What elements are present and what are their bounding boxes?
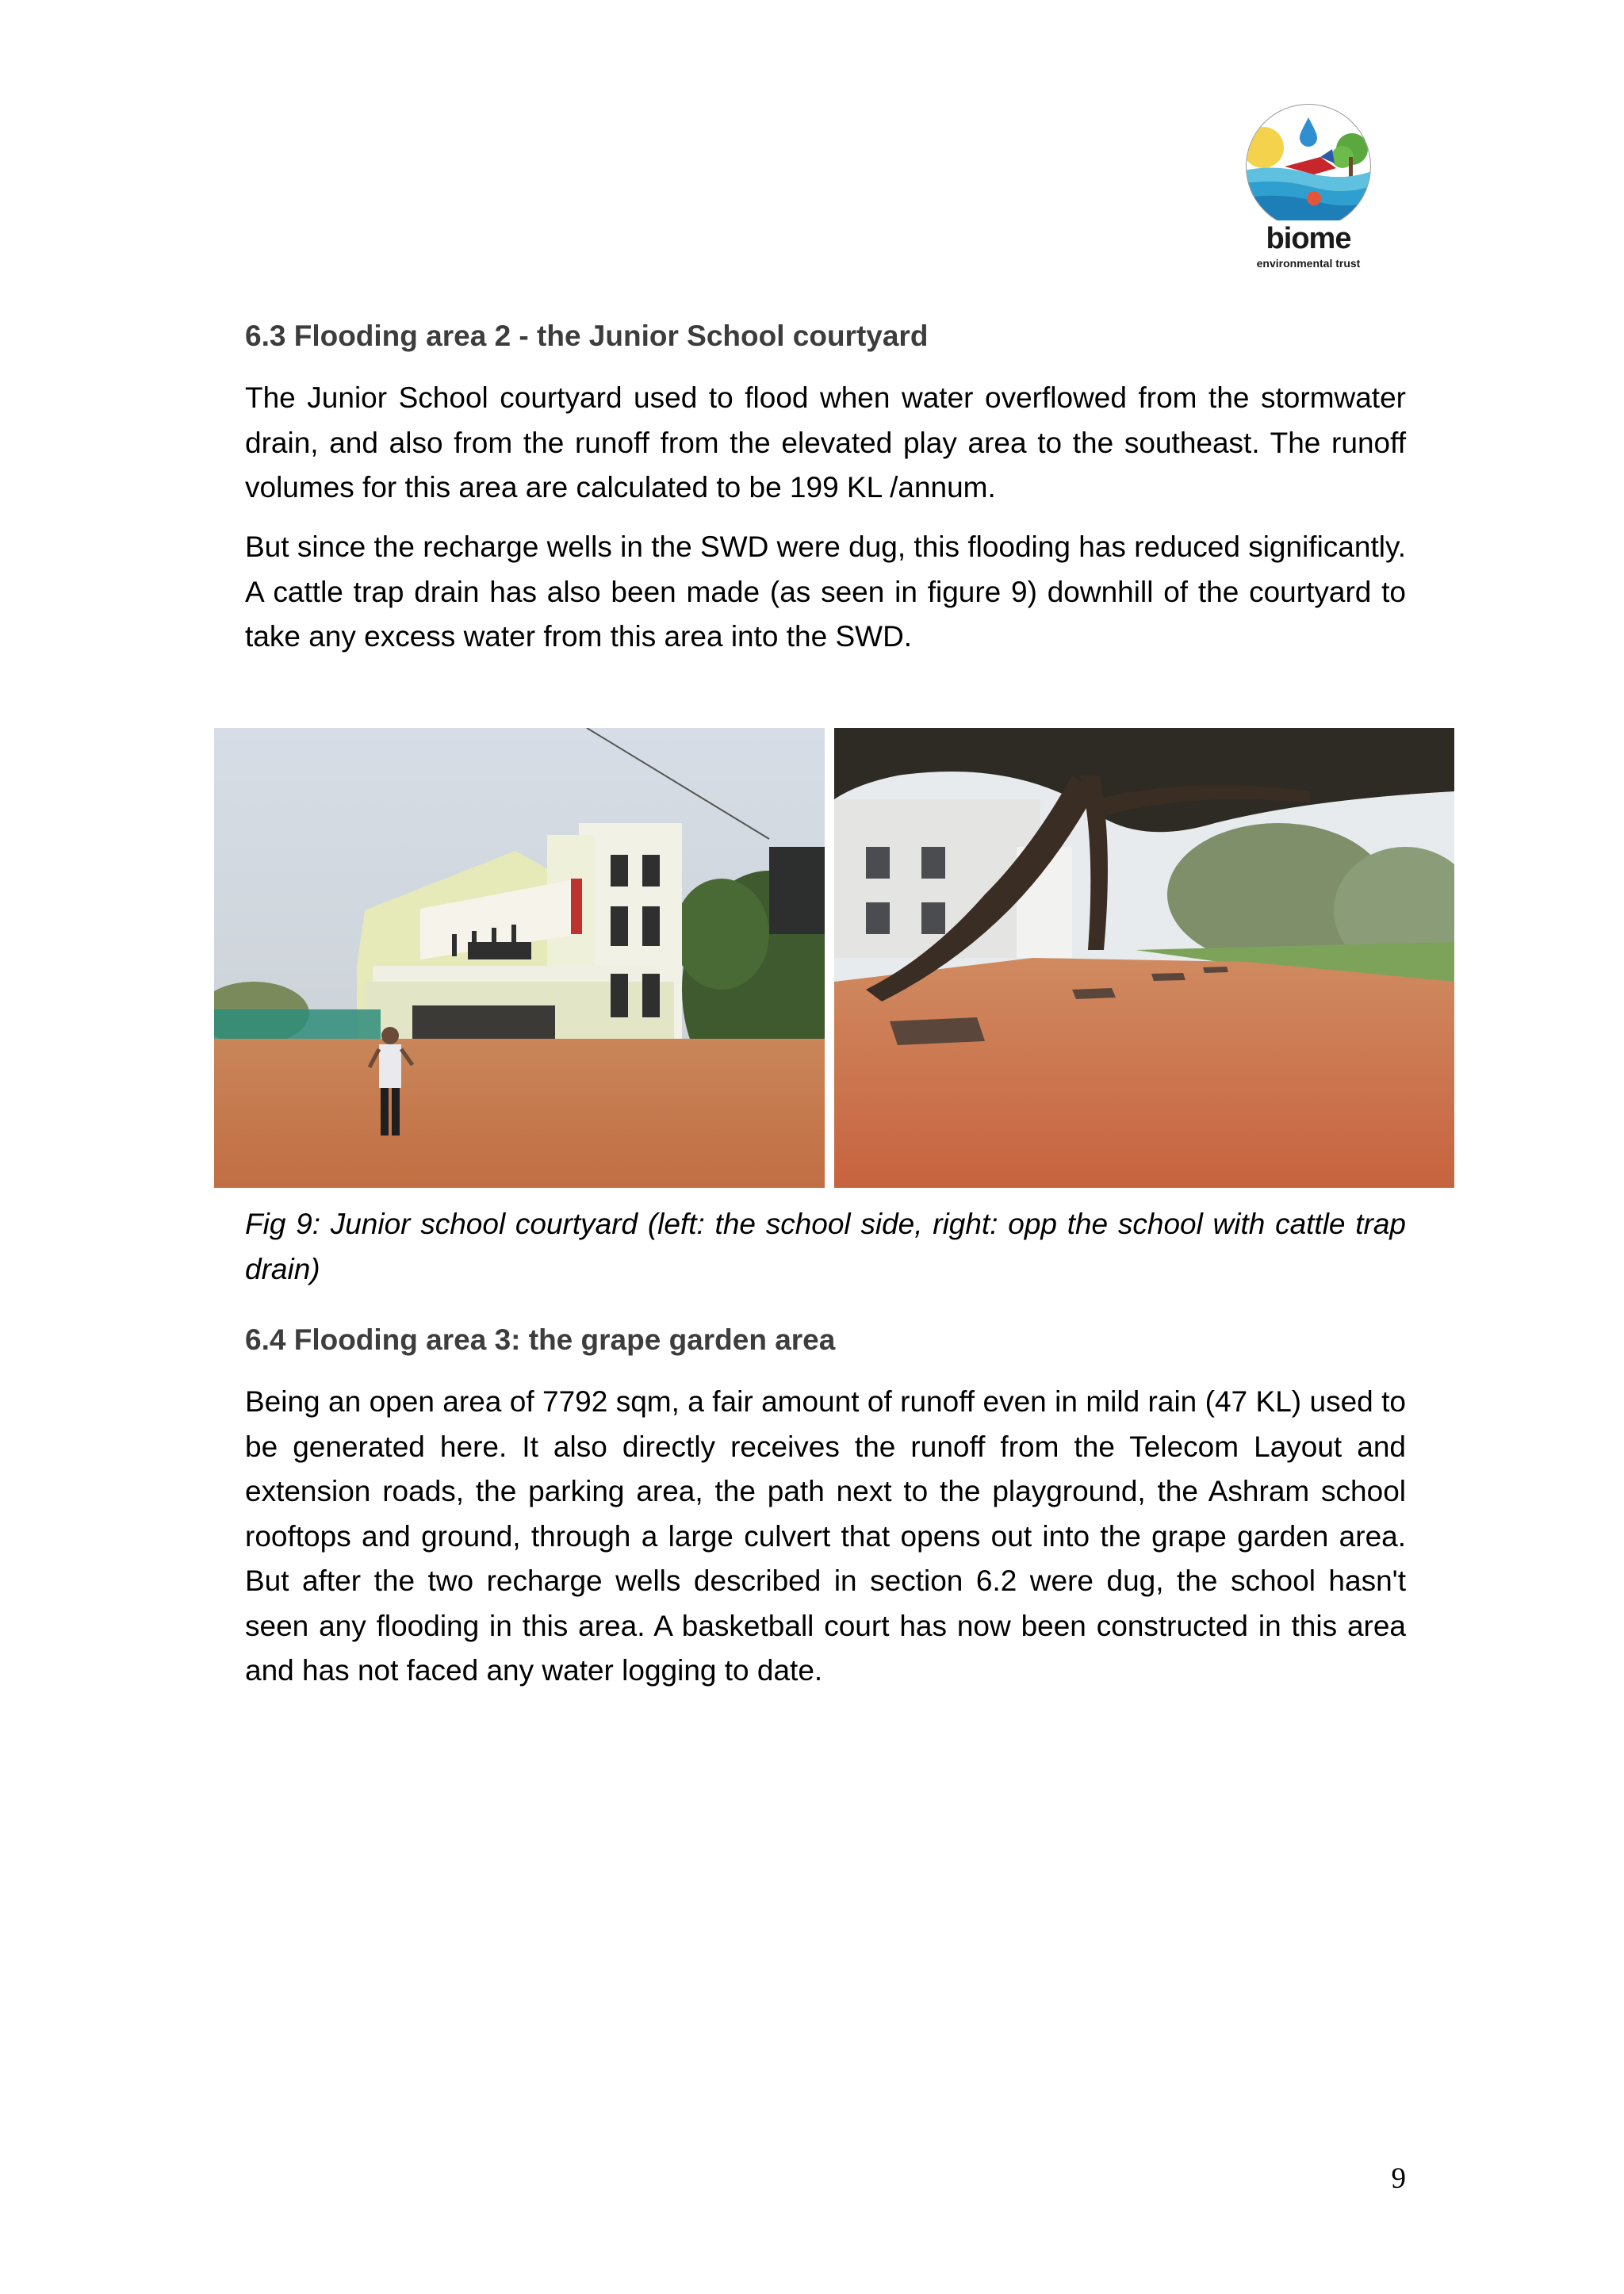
figure-9-caption: Fig 9: Junior school courtyard (left: the school side, right: opp the school with cattle trap drain) [245, 1208, 1406, 1285]
section-6-4-paragraph-1: Being an open area of 7792 sqm, a fair amount of runoff even in mild rain (47 KL) used to be generated here. It also directly receives the runoff from the Telecom Layout and extension roads, the parking area, the path next to the playground, the Ashram school rooftops and ground, through a large culvert that opens out into the grape garden area. But after the two recharge wells described in section 6.2 were dug, the school hasn't seen any flooding in this area. A basketball court has now been constructed in this area and has not faced any water logging to date. [245, 1385, 1406, 1687]
logo-wordmark: biome [1266, 222, 1351, 255]
section-6-3-paragraph-1: The Junior School courtyard used to flood when water overflowed from the stormwater drain, and also from the runoff from the elevated play area to the southeast. The runoff volumes for this area are calculated to be 199 KL /annum. [245, 381, 1406, 504]
section-6-3-paragraph-2: But since the recharge wells in the SWD were dug, this flooding has reduced significantly. A cattle trap drain has also been made (as seen in figure 9) downhill of the courtyard to take any excess water from this area into the SWD. [245, 530, 1406, 653]
figure-9-left-photo [214, 728, 825, 1188]
logo-tagline: environmental trust [1256, 257, 1361, 270]
biome-emblem-icon [1241, 101, 1376, 220]
figure-9-right-photo [834, 728, 1454, 1188]
section-6-4-heading: 6.4 Flooding area 3: the grape garden area [245, 1323, 836, 1356]
section-6-3-heading: 6.3 Flooding area 2 - the Junior School courtyard [245, 320, 929, 352]
page-number: 9 [1391, 2162, 1406, 2195]
biome-logo [1241, 101, 1376, 276]
